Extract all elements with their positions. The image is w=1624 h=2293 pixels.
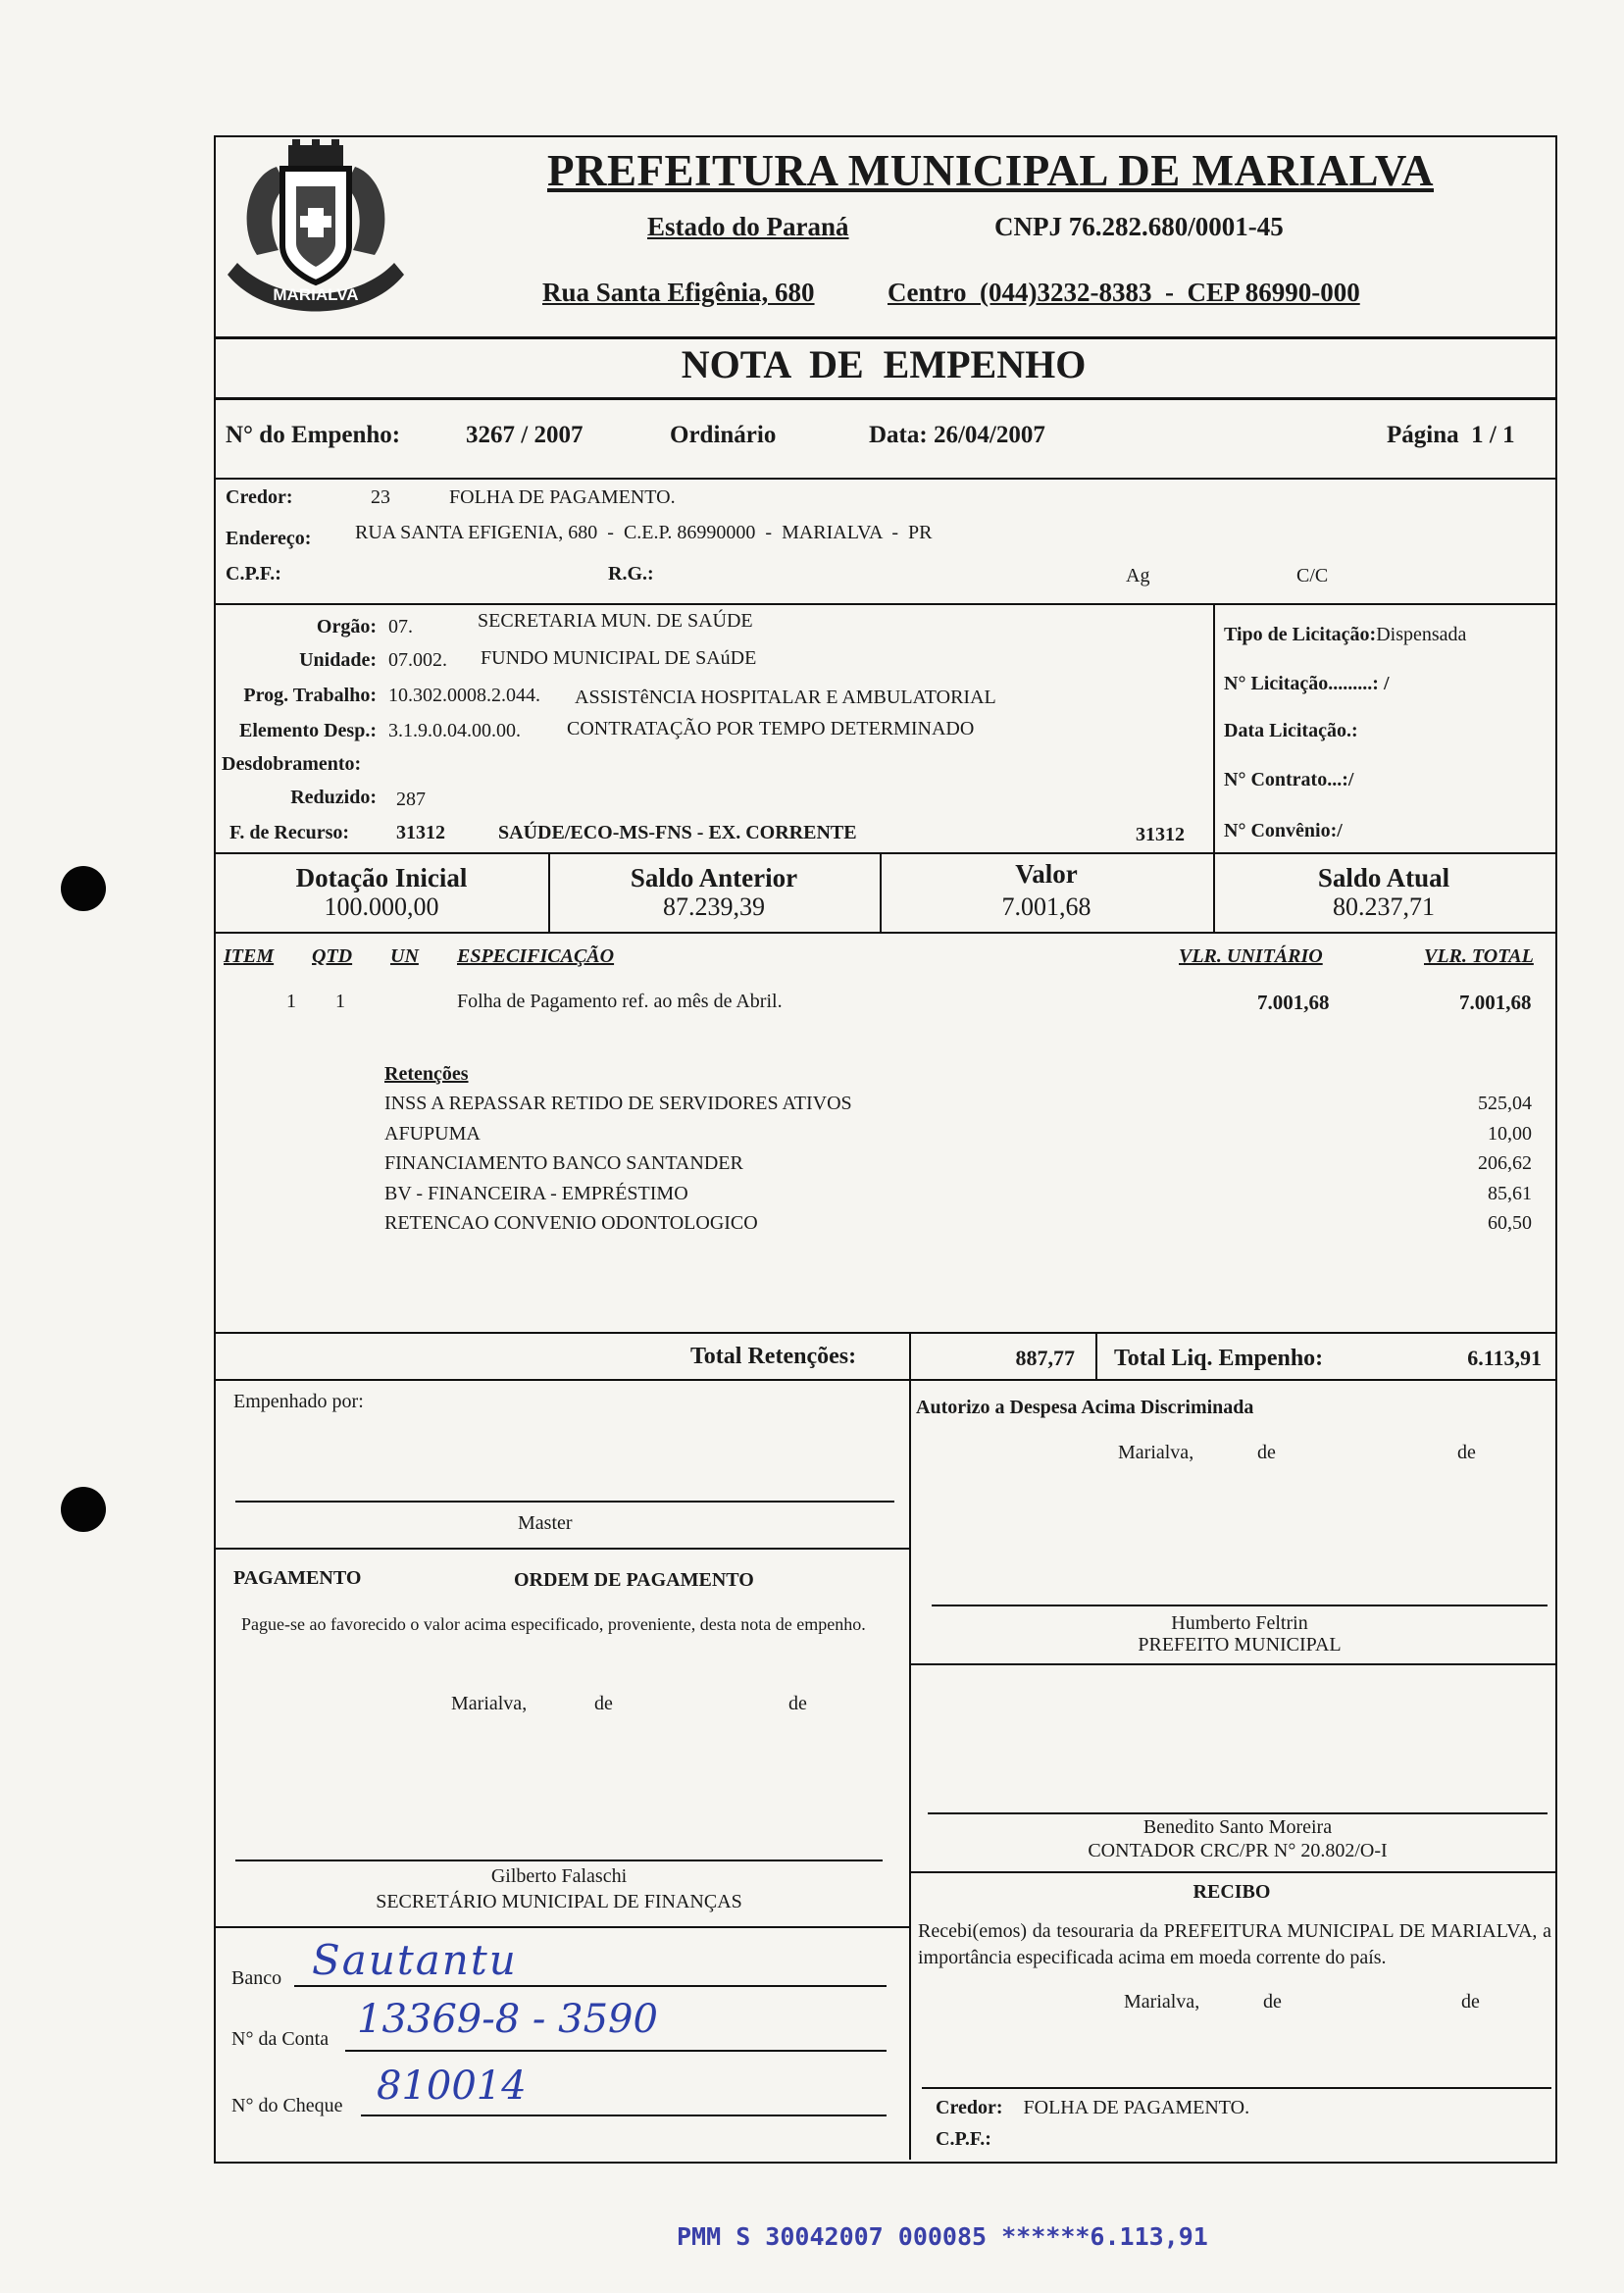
elemento-code: 3.1.9.0.04.00.00.: [388, 720, 521, 741]
col-especificacao: ESPECIFICAÇÃO: [457, 945, 615, 967]
doc-title: NOTA DE EMPENHO: [681, 342, 1087, 386]
machine-print-footer: PMM S 30042007 000085 ******6.113,91: [677, 2222, 1208, 2251]
cpf-label: C.P.F.:: [226, 563, 281, 585]
pagamento-label: PAGAMENTO: [233, 1567, 362, 1589]
reduzido-label: Reduzido:: [290, 787, 377, 808]
item-unit-value: 7.001,68: [1257, 991, 1330, 1014]
empenhado-signature-line: [235, 1501, 894, 1503]
fonte-desc: SAÚDE/ECO-MS-FNS - EX. CORRENTE: [498, 822, 857, 843]
recibo-marialva: Marialva,: [1124, 1991, 1200, 2013]
conta-value: 13369-8 - 3590: [357, 1997, 658, 2042]
pague-text: Pague-se ao favorecido o valor acima especificado, proveniente, desta nota de empenho.: [241, 1614, 866, 1634]
title-divider: [214, 397, 1555, 400]
recibo-signature-line: [922, 2087, 1551, 2089]
conta-corrente-label: C/C: [1296, 565, 1329, 586]
prefeito-name: Humberto Feltrin: [1171, 1612, 1308, 1634]
retencao-desc: BV - FINANCEIRA - EMPRÉSTIMO: [384, 1182, 688, 1204]
recibo-cpf-label: C.P.F.:: [936, 2128, 991, 2150]
retencao-row: [384, 1208, 1532, 1239]
credor-label: Credor:: [226, 486, 293, 508]
header-divider: [214, 336, 1555, 339]
contador-signature-line: [928, 1812, 1548, 1814]
banco-value: Sautantu: [312, 1936, 518, 1984]
totals-vdivider-2: [1095, 1332, 1097, 1379]
ordem-de-2: de: [788, 1693, 807, 1714]
retencao-value: 60,50: [1488, 1212, 1532, 1234]
autorizo-de-2: de: [1457, 1442, 1476, 1463]
retencao-value: 10,00: [1488, 1122, 1532, 1145]
recibo-de-1: de: [1263, 1991, 1282, 2013]
saldo-atual-value: 80.237,71: [1333, 892, 1435, 921]
licitacao-number: N° Licitação.........: /: [1224, 673, 1390, 694]
secretario-signature-line: [235, 1860, 883, 1861]
cheque-label: N° do Cheque: [231, 2095, 343, 2116]
page-number: Página 1 / 1: [1387, 422, 1515, 448]
retencoes-title: Retenções: [384, 1063, 469, 1085]
autorizo-marialva: Marialva,: [1118, 1442, 1194, 1463]
orgao-desc: SECRETARIA MUN. DE SAÚDE: [478, 610, 753, 632]
recibo-text: Recebi(emos) da tesouraria da PREFEITURA MUNICIPAL DE MARIALVA, a importância especificada acima em moeda corrente do país.: [918, 1920, 1551, 1968]
retencao-value: 206,62: [1478, 1152, 1532, 1174]
reduzido-value: 287: [396, 789, 426, 810]
cnpj: CNPJ 76.282.680/0001-45: [994, 212, 1284, 241]
programa-desc: ASSISTêNCIA HOSPITALAR E AMBULATORIAL: [575, 687, 996, 708]
fonte-code-right: 31312: [1136, 824, 1185, 845]
licitacao-vdivider: [1213, 603, 1215, 853]
licitacao-type-value: Dispensada: [1376, 624, 1467, 645]
rg-label: R.G.:: [608, 563, 654, 585]
retencao-desc: RETENCAO CONVENIO ODONTOLOGICO: [384, 1212, 758, 1234]
item-number: 1: [286, 991, 296, 1012]
prefeito-title: PREFEITO MUNICIPAL: [1138, 1634, 1342, 1656]
recibo-divider: [909, 1871, 1555, 1873]
banco-label: Banco: [231, 1967, 282, 1989]
desdobramento-label: Desdobramento:: [222, 753, 362, 775]
address-details: Centro (044)3232-8383 - CEP 86990-000: [888, 278, 1360, 307]
recibo-credor-value: FOLHA DE PAGAMENTO.: [1023, 2097, 1250, 2118]
orgao-label: Orgão:: [316, 616, 377, 637]
col-vlr-total: VLR. TOTAL: [1424, 945, 1534, 967]
unidade-code: 07.002.: [388, 649, 447, 671]
col-item: ITEM: [224, 945, 275, 967]
total-liquido-value: 6.113,91: [1467, 1346, 1542, 1370]
secretario-name: Gilberto Falaschi: [490, 1865, 628, 1887]
agencia-label: Ag: [1126, 565, 1150, 586]
saldo-divider: [214, 932, 1555, 934]
retencoes-list: [384, 1089, 1532, 1239]
contador-name: Benedito Santo Moreira: [1142, 1816, 1333, 1838]
elemento-label: Elemento Desp.:: [239, 720, 377, 741]
programa-code: 10.302.0008.2.044.: [388, 685, 540, 706]
empenhado-signer: Master: [518, 1512, 573, 1534]
recibo-de-2: de: [1461, 1991, 1480, 2013]
credor-code: 23: [371, 486, 390, 508]
total-retencoes-label: Total Retenções:: [690, 1344, 857, 1369]
saldo-atual-label: Saldo Atual: [1317, 863, 1450, 892]
col-un: UN: [390, 945, 419, 967]
punch-hole-bottom: [61, 1487, 106, 1532]
dotacao-inicial-value: 100.000,00: [324, 892, 439, 921]
total-retencoes-value: 887,77: [1015, 1346, 1075, 1370]
dotacao-inicial-label: Dotação Inicial: [295, 863, 468, 892]
punch-hole-top: [61, 866, 106, 911]
licitacao-type: [1224, 624, 1466, 646]
convenio-number: N° Convênio:/: [1224, 820, 1343, 841]
empenho-number: 3267 / 2007: [466, 422, 584, 448]
recibo-title: RECIBO: [1193, 1881, 1271, 1903]
svg-text:MARIALVA: MARIALVA: [273, 285, 359, 304]
crest-icon: [218, 137, 414, 333]
retencao-row: [384, 1179, 1532, 1209]
retencao-row: [384, 1148, 1532, 1179]
banco-line: [294, 1985, 887, 1987]
retencao-desc: AFUPUMA: [384, 1122, 481, 1145]
unidade-desc: FUNDO MUNICIPAL DE SAúDE: [481, 647, 757, 669]
ordem-pagamento-label: ORDEM DE PAGAMENTO: [514, 1569, 754, 1591]
programa-label: Prog. Trabalho:: [243, 685, 377, 706]
elemento-desc: CONTRATAÇÃO POR TEMPO DETERMINADO: [567, 718, 975, 739]
fonte-code: 31312: [396, 822, 445, 843]
retencao-row: [384, 1119, 1532, 1149]
totals-bottom-divider: [214, 1379, 1555, 1381]
info-divider: [214, 478, 1555, 480]
totals-vdivider-1: [909, 1332, 911, 1379]
cheque-value: 810014: [377, 2064, 527, 2109]
totals-top-divider: [214, 1332, 1555, 1334]
orgao-code: 07.: [388, 616, 413, 637]
autorizo-de-1: de: [1257, 1442, 1276, 1463]
ordem-marialva: Marialva,: [451, 1693, 528, 1714]
retencao-value: 85,61: [1488, 1182, 1532, 1204]
budget-divider: [214, 852, 1555, 854]
endereco-value: RUA SANTA EFIGENIA, 680 - C.E.P. 86990000 - MARIALVA - PR: [355, 522, 933, 543]
valor-value: 7.001,68: [1001, 892, 1091, 921]
contrato-number: N° Contrato...:/: [1224, 769, 1354, 790]
banco-divider: [214, 1926, 910, 1928]
conta-label: N° da Conta: [231, 2028, 330, 2050]
municipal-crest: [218, 137, 414, 333]
street-address: Rua Santa Efigênia, 680: [542, 278, 815, 307]
item-description: Folha de Pagamento ref. ao mês de Abril.: [457, 991, 783, 1012]
col-vlr-unitario: VLR. UNITÁRIO: [1179, 945, 1323, 967]
licitacao-type-label: Tipo de Licitação:: [1224, 624, 1377, 645]
col-qtd: QTD: [312, 945, 353, 967]
saldo-anterior-label: Saldo Anterior: [630, 863, 798, 892]
prefeitura-title: PREFEITURA MUNICIPAL DE MARIALVA: [547, 146, 1435, 195]
prefeito-signature-line: [932, 1605, 1548, 1606]
recibo-credor: [936, 2097, 1249, 2119]
valor-label: Valor: [1015, 859, 1078, 889]
item-qtd: 1: [335, 991, 345, 1012]
retencao-desc: FINANCIAMENTO BANCO SANTANDER: [384, 1152, 743, 1174]
recibo-credor-label: Credor:: [936, 2097, 1003, 2118]
ordem-de-1: de: [594, 1693, 613, 1714]
cheque-line: [361, 2115, 887, 2116]
state-name: Estado do Paraná: [647, 212, 849, 241]
saldo-anterior-value: 87.239,39: [663, 892, 765, 921]
total-liquido-label: Total Liq. Empenho:: [1114, 1346, 1324, 1371]
lower-vdivider: [909, 1379, 911, 2160]
pagamento-divider: [214, 1548, 910, 1550]
contador-title: CONTADOR CRC/PR N° 20.802/O-I: [1088, 1840, 1388, 1861]
empenho-number-label: N° do Empenho:: [226, 422, 401, 448]
empenho-type: Ordinário: [670, 422, 777, 448]
credor-divider: [214, 603, 1555, 605]
secretario-title: SECRETÁRIO MUNICIPAL DE FINANÇAS: [376, 1891, 742, 1912]
retencao-value: 525,04: [1478, 1093, 1532, 1114]
empenhado-por-label: Empenhado por:: [233, 1391, 364, 1412]
empenho-date: Data: 26/04/2007: [869, 422, 1045, 448]
credor-name: FOLHA DE PAGAMENTO.: [449, 486, 676, 508]
conta-line: [345, 2050, 887, 2052]
fonte-label: F. de Recurso:: [229, 822, 350, 843]
item-total-value: 7.001,68: [1459, 991, 1532, 1014]
unidade-label: Unidade:: [299, 649, 377, 671]
prefeito-divider: [909, 1663, 1555, 1665]
licitacao-date: Data Licitação.:: [1224, 720, 1358, 741]
retencao-row: [384, 1089, 1532, 1119]
autorizo-label: Autorizo a Despesa Acima Discriminada: [916, 1397, 1254, 1418]
endereco-label: Endereço:: [226, 528, 312, 549]
retencao-desc: INSS A REPASSAR RETIDO DE SERVIDORES ATIVOS: [384, 1093, 852, 1114]
